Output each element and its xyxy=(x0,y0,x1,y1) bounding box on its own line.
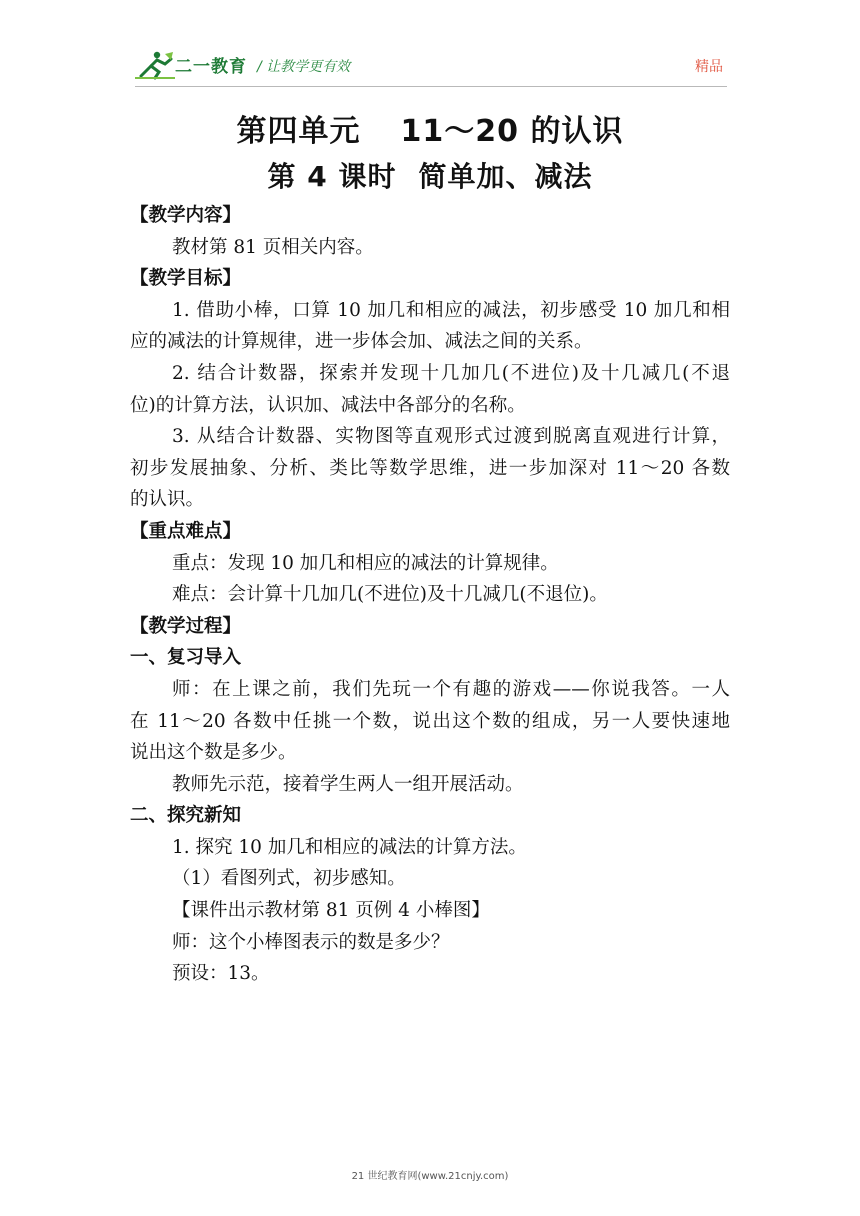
section-heading: 【教学内容】 xyxy=(130,205,242,226)
paragraph-line: 【课件出示教材第 81 页例 4 小棒图】 xyxy=(172,900,490,922)
page-footer: 21 世纪教育网(www.21cnjy.com) xyxy=(351,1171,509,1182)
header-divider xyxy=(135,86,727,87)
paragraph-line: 1. 借助小棒，口算 10 加几和相应的减法，初步感受 10 加几和相 xyxy=(172,299,730,321)
paragraph-line: 重点：发现 10 加几和相应的减法的计算规律。 xyxy=(172,552,559,574)
paragraph-line: 初步发展抽象、分析、类比等数学思维，进一步加深对 11～20 各数 xyxy=(130,457,730,479)
lesson-topic: 简单加、减法 xyxy=(418,160,593,193)
unit-label: 第四单元 xyxy=(236,114,361,149)
section-heading: 【教学目标】 xyxy=(130,268,242,290)
section-heading: 【重点难点】 xyxy=(130,520,242,542)
paragraph-line: 1. 探究 10 加几和相应的减法的计算方法。 xyxy=(172,836,527,858)
logo-text: 二一教育 xyxy=(175,57,247,77)
paragraph-line: 教材第 81 页相关内容。 xyxy=(172,236,374,258)
paragraph-line: 师：在上课之前，我们先玩一个有趣的游戏——你说我答。一人 xyxy=(172,678,730,700)
paragraph-line: 位)的计算方法，认识加、减法中各部分的名称。 xyxy=(130,394,526,416)
lesson-title xyxy=(0,155,860,195)
unit-title xyxy=(0,106,860,150)
paragraph-line: 说出这个数是多少。 xyxy=(130,742,297,764)
paragraph-line: 2. 结合计数器，探索并发现十几加几(不进位)及十几减几(不退 xyxy=(172,362,730,384)
unit-topic: 11～20 的认识 xyxy=(400,114,624,149)
paragraph-line: 预设：13。 xyxy=(172,963,270,985)
paragraph-line: 的认识。 xyxy=(130,489,205,511)
section-heading: 【教学过程】 xyxy=(130,615,242,637)
quality-badge: 精品 xyxy=(695,59,723,75)
subsection-heading: 二、探究新知 xyxy=(130,805,242,827)
paragraph-line: 难点：会计算十几加几(不进位)及十几减几(不退位)。 xyxy=(172,584,608,606)
paragraph-line: （1）看图列式，初步感知。 xyxy=(172,868,406,890)
paragraph-line: 3. 从结合计数器、实物图等直观形式过渡到脱离直观进行计算， xyxy=(172,426,730,448)
header-slogan: / 让教学更有效 xyxy=(257,59,351,75)
paragraph-line: 在 11～20 各数中任挑一个数，说出这个数的组成，另一人要快速地 xyxy=(130,710,730,732)
paragraph-line: 师：这个小棒图表示的数是多少？ xyxy=(172,931,450,953)
paragraph-line: 应的减法的计算规律，进一步体会加、减法之间的关系。 xyxy=(130,331,593,353)
lesson-label: 第 4 课时 xyxy=(267,160,397,193)
paragraph-line: 教师先示范，接着学生两人一组开展活动。 xyxy=(172,773,524,795)
page-header xyxy=(135,48,727,82)
subsection-heading: 一、复习导入 xyxy=(130,647,242,669)
lesson-body xyxy=(130,200,730,990)
